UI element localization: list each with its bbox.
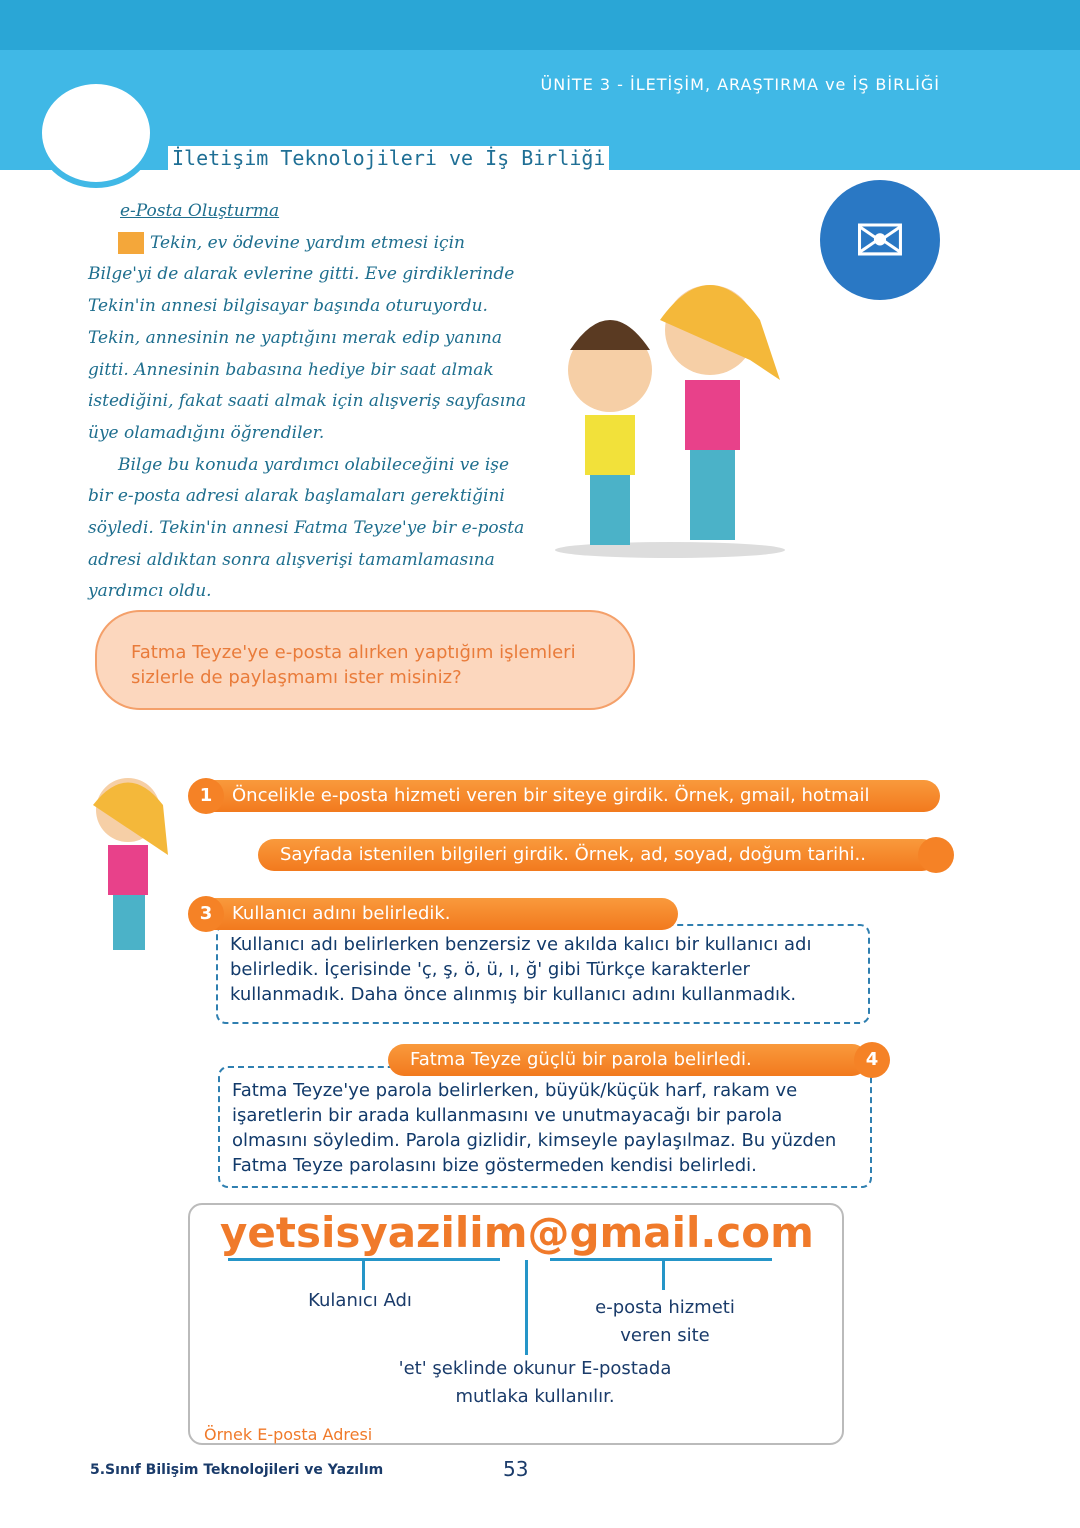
step-number: 4 (854, 1042, 890, 1078)
at-arrow (525, 1260, 528, 1355)
example-email-address: yetsisyazilim@gmail.com (220, 1208, 814, 1257)
step-1 (190, 780, 940, 812)
speech-bubble: Fatma Teyze'ye e-posta alırken yaptığım işlemleri sizlerle de paylaşmamı ister misiniz? (95, 610, 635, 710)
step-number-circle (918, 837, 954, 873)
step-number: 3 (188, 896, 224, 932)
service-label: e-posta hizmeti veren site (595, 1297, 735, 1346)
children-illustration (550, 250, 790, 560)
step-title: Kullanıcı adını belirledik. (232, 903, 451, 924)
book-icon (118, 232, 144, 254)
step-title: Sayfada istenilen bilgileri girdik. Örnek, ad, soyad, doğum tarihi.. (280, 844, 866, 865)
step-title: Öncelikle e-posta hizmeti veren bir siteye girdik. Örnek, gmail, hotmail (232, 785, 870, 806)
username-label: Kulanıcı Adı (308, 1290, 412, 1311)
story (88, 196, 528, 608)
at-label: 'et' şeklinde okunur E-postada mutlaka kullanılır. (398, 1358, 672, 1407)
top-band (0, 0, 1080, 50)
step-4 (388, 1044, 879, 1076)
example-caption: Örnek E-posta Adresi (204, 1425, 373, 1444)
footer-book-title: 5.Sınıf Bilişim Teknolojileri ve Yazılım (90, 1462, 384, 1478)
story-paragraph-1: Tekin, ev ödevine yardım etmesi için Bilge'yi de alarak evlerine gitti. Eve girdiklerinde Tekin'in annesi bilgisayar başında oturuyordu. Tekin, annesinin ne yaptığını merak edip yanına gitti. Annesinin babasına hediye bir saat almak istediğini, fakat saati almak için alışveriş sayfasına üye olamadığını öğrendiler. (88, 232, 527, 443)
step-3 (190, 898, 678, 930)
step-number: 1 (188, 778, 224, 814)
service-underline (550, 1258, 772, 1261)
service-arrow (662, 1260, 665, 1290)
story-heading: e-Posta Oluşturma (120, 201, 280, 221)
section-title: İletişim Teknolojileri ve İş Birliği (168, 146, 609, 170)
step-2 (258, 839, 938, 871)
step-3-detail: Kullanıcı adı belirlerken benzersiz ve akılda kalıcı bir kullanıcı adı belirledik. İçerisinde 'ç, ş, ö, ü, ı, ğ' gibi Türkçe karakterler kullanmadık. Daha önce alınmış bir kullanıcı adını kullanmadık. (216, 924, 870, 1024)
story-paragraph-2: Bilge bu konuda yardımcı olabileceğini ve işe bir e-posta adresi alarak başlamaları gerektiğini söyledi. Tekin'in annesi Fatma Teyze'ye bir e-posta adresi aldıktan sonra alışverişi tamamlamasına yardımcı oldu. (88, 454, 525, 602)
step-title: Fatma Teyze güçlü bir parola belirledi. (410, 1049, 752, 1070)
envelope-icon: ✉ (820, 180, 940, 300)
avatar-illustration (36, 78, 156, 188)
username-arrow (362, 1260, 365, 1290)
girl-illustration (68, 765, 178, 960)
page-number: 53 (503, 1457, 529, 1481)
unit-title: ÜNİTE 3 - İLETİŞİM, ARAŞTIRMA ve İŞ BİRLİĞİ (540, 75, 940, 94)
step-4-detail: Fatma Teyze'ye parola belirlerken, büyük/küçük harf, rakam ve işaretlerin bir arada kullanmasını ve unutmayacağı bir parola olmasını söyledim. Parola gizlidir, kimseyle paylaşılmaz. Bu yüzden Fatma Teyze parolasını bize göstermeden kendisi belirledi. (218, 1066, 872, 1188)
